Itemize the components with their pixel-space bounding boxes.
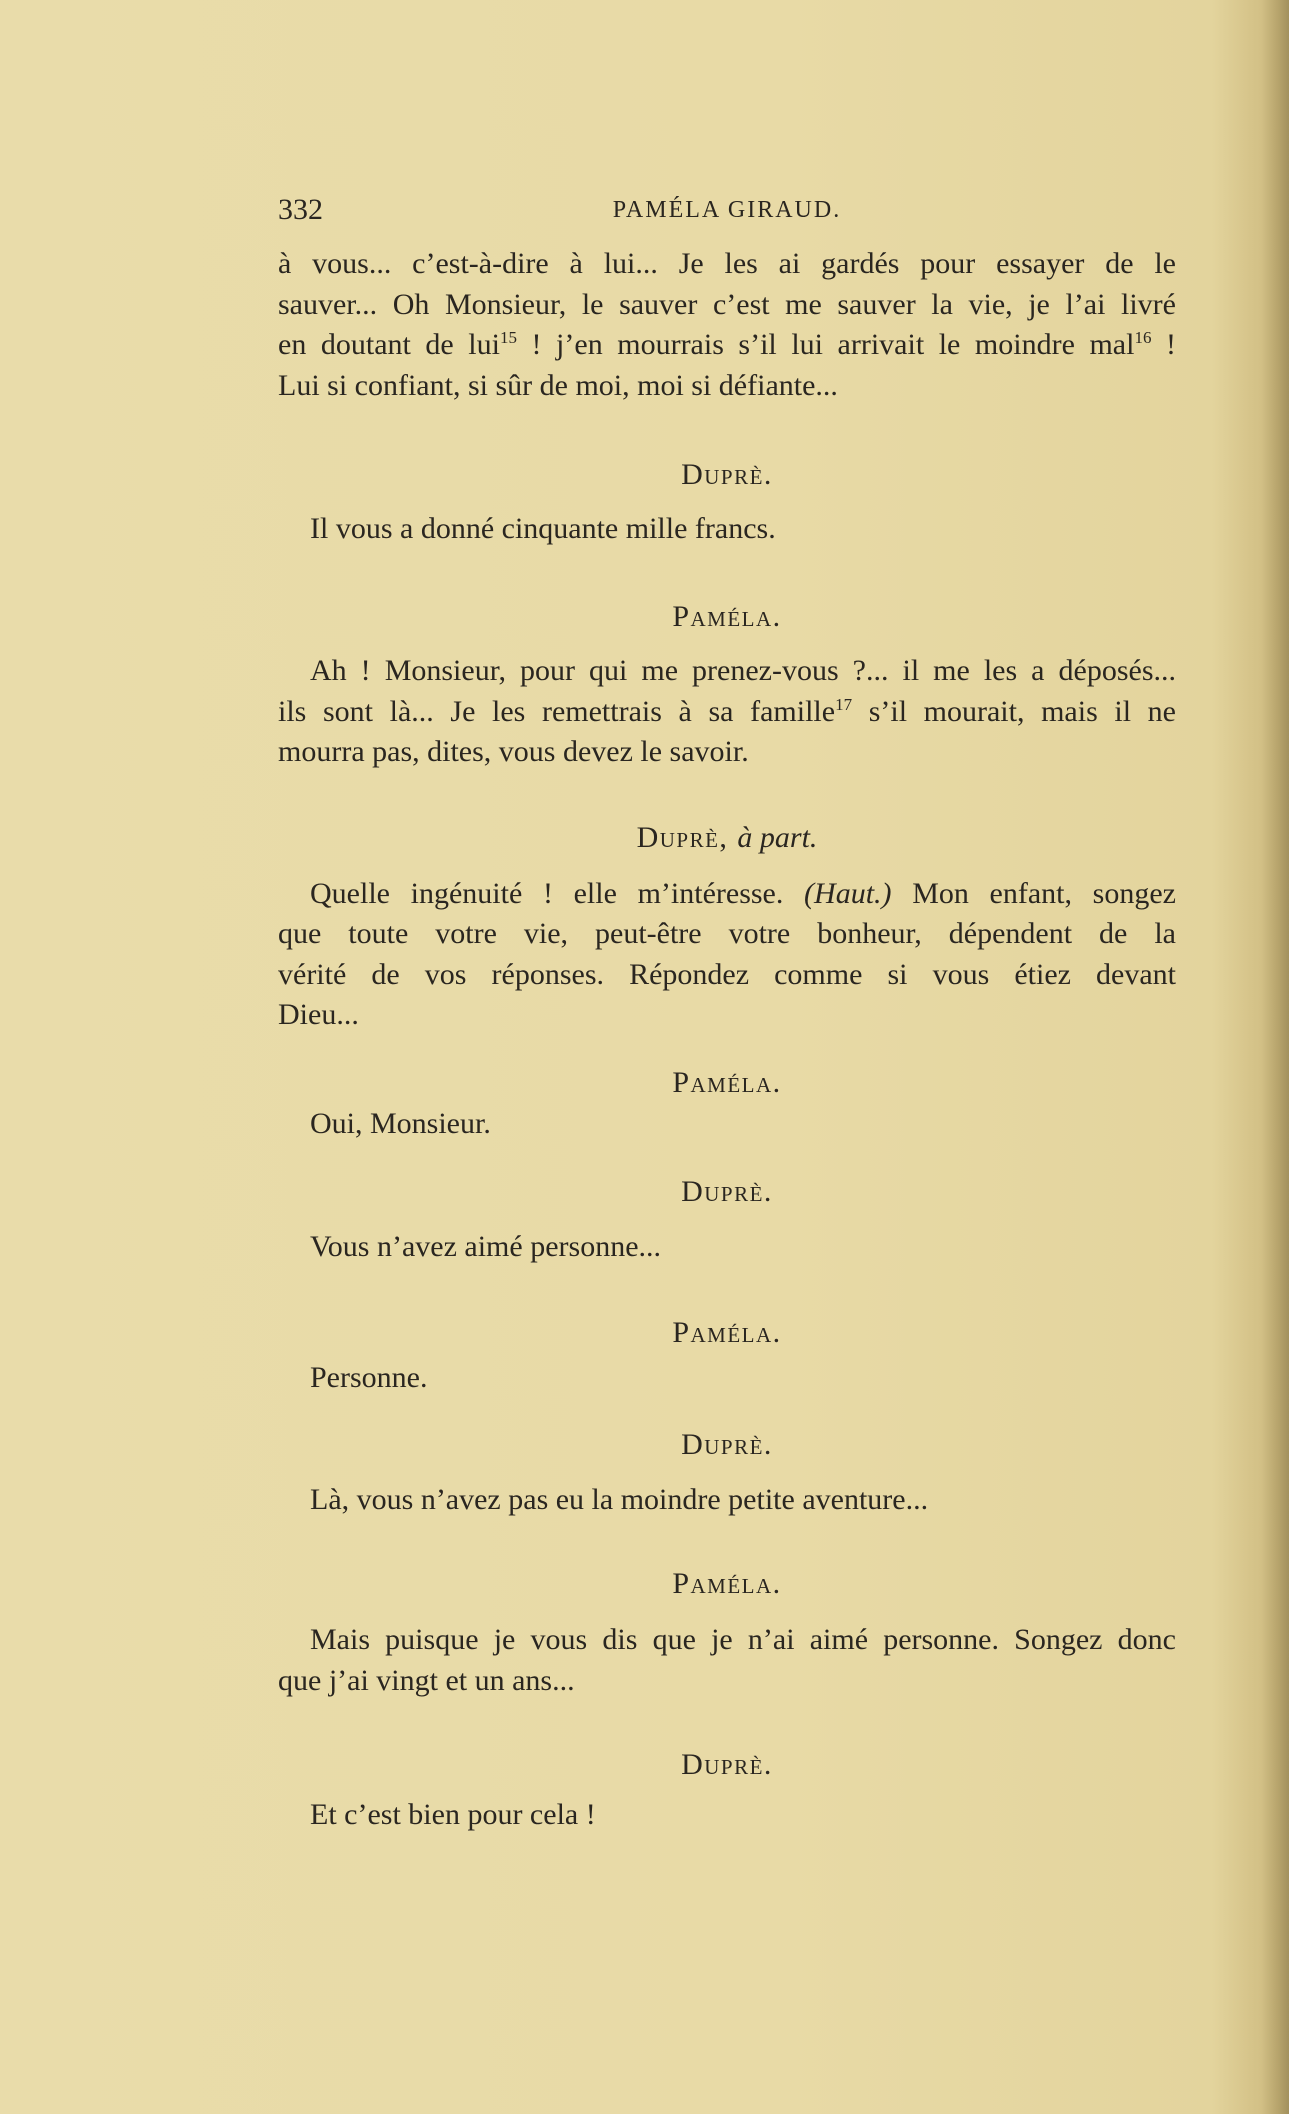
text-line: mourra pas, dites, vous devez le savoir.: [278, 735, 749, 768]
text-line: Vous n’avez aimé personne...: [310, 1230, 662, 1263]
text-line: en doutant de lui$^{15}$ ! j’en mourrais s’il lui arrivait le moindre mal$^{16}$ !: [278, 328, 1176, 361]
text-line: Et c’est bien pour cela !: [310, 1798, 596, 1831]
text-line: Dieu...: [278, 998, 359, 1031]
running-title: PAMÉLA GIRAUD.: [612, 197, 842, 223]
speaker-name: Paméla.: [672, 600, 782, 633]
speaker-with-aside: [278, 818, 1176, 858]
page-edge-shadow: [1261, 0, 1289, 2114]
text-line: Oui, Monsieur.: [310, 1107, 491, 1140]
text-line: Là, vous n’avez pas eu la moindre petite aventure...: [310, 1483, 929, 1516]
text-line: sauver... Oh Monsieur, le sauver c’est me sauver la vie, je l’ai livré: [278, 288, 1176, 321]
stage-direction: à part.: [737, 821, 818, 854]
text-line: ils sont là... Je les remettrais à sa famille$^{17}$ s’il mourait, mais il ne: [278, 695, 1176, 728]
text-line: Mais puisque je vous dis que je n’ai aimé personne. Songez donc: [310, 1623, 1176, 1656]
text-line: Ah ! Monsieur, pour qui me prenez-vous ?... il me les a déposés...: [310, 654, 1176, 687]
speaker-name: Duprè,: [636, 821, 729, 854]
text-line: que toute votre vie, peut-être votre bonheur, dépendent de la: [278, 917, 1176, 950]
speaker-name: Duprè.: [681, 1428, 773, 1461]
page-number: 332: [278, 193, 323, 226]
text-line: Quelle ingénuité ! elle m’intéresse. (Haut.) Mon enfant, songez: [310, 877, 1176, 910]
text-line: vérité de vos réponses. Répondez comme si vous étiez devant: [278, 958, 1176, 991]
speaker-name: Duprè.: [681, 1175, 773, 1208]
speaker-name: Duprè.: [681, 458, 773, 491]
text-line: que j’ai vingt et un ans...: [278, 1664, 575, 1697]
speaker-name: Paméla.: [672, 1066, 782, 1099]
text-line: à vous... c’est-à-dire à lui... Je les ai gardés pour essayer de le: [278, 247, 1176, 280]
speaker-name: Duprè.: [681, 1748, 773, 1781]
speaker-name: Paméla.: [672, 1567, 782, 1600]
speaker-name: Paméla.: [672, 1316, 782, 1349]
text-line: Personne.: [310, 1361, 428, 1394]
text-line: Il vous a donné cinquante mille francs.: [310, 512, 776, 545]
text-line: Lui si confiant, si sûr de moi, moi si défiante...: [278, 369, 838, 402]
